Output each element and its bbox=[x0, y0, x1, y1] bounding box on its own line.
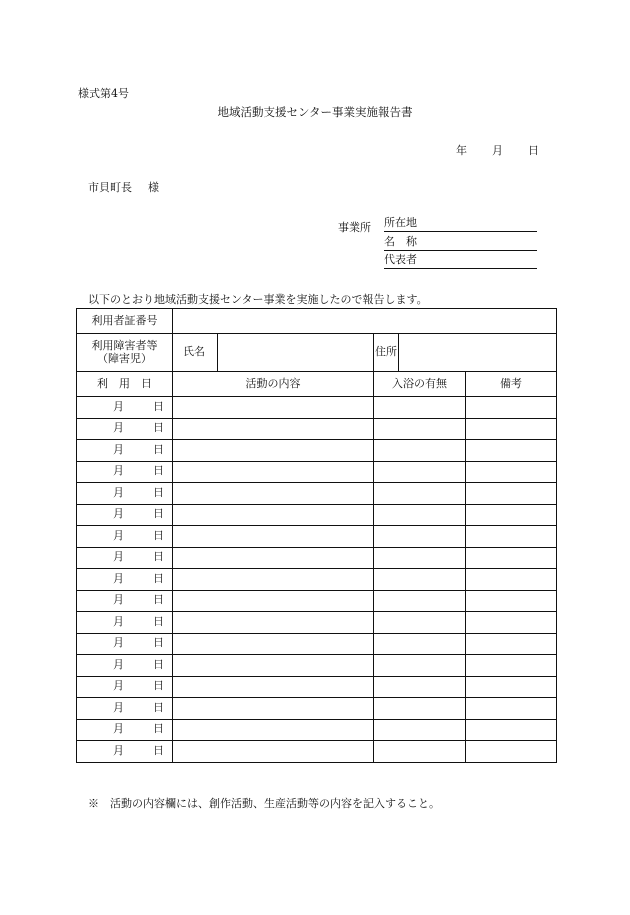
remarks-cell[interactable] bbox=[466, 633, 557, 655]
day-label: 日 bbox=[153, 464, 164, 478]
bathing-cell[interactable] bbox=[374, 698, 466, 720]
remarks-cell[interactable] bbox=[466, 569, 557, 591]
activity-cell[interactable] bbox=[173, 397, 374, 419]
remarks-cell[interactable] bbox=[466, 483, 557, 505]
table-row bbox=[77, 547, 557, 569]
use-date-cell[interactable] bbox=[77, 719, 173, 741]
activity-cell[interactable] bbox=[173, 590, 374, 612]
document-title: 地域活動支援センター事業実施報告書 bbox=[217, 105, 413, 119]
remarks-cell[interactable] bbox=[466, 590, 557, 612]
day-label: 日 bbox=[153, 399, 164, 413]
activity-cell[interactable] bbox=[173, 569, 374, 591]
remarks-cell[interactable] bbox=[466, 741, 557, 763]
activity-cell[interactable] bbox=[173, 461, 374, 483]
month-label: 月 bbox=[113, 657, 124, 671]
activity-cell[interactable] bbox=[173, 483, 374, 505]
use-date-cell[interactable] bbox=[77, 655, 173, 677]
table-row bbox=[77, 526, 557, 548]
bathing-cell[interactable] bbox=[374, 547, 466, 569]
use-date-cell[interactable] bbox=[77, 612, 173, 634]
bathing-cell[interactable] bbox=[374, 633, 466, 655]
remarks-cell[interactable] bbox=[466, 676, 557, 698]
remarks-cell[interactable] bbox=[466, 418, 557, 440]
office-representative-label: 代表者 bbox=[384, 253, 417, 266]
activity-cell[interactable] bbox=[173, 440, 374, 462]
use-date-cell[interactable] bbox=[77, 526, 173, 548]
remarks-cell[interactable] bbox=[466, 547, 557, 569]
activity-cell[interactable] bbox=[173, 741, 374, 763]
user-label-line2: （障害児） bbox=[97, 351, 152, 365]
month-label: 月 bbox=[113, 679, 124, 693]
use-date-cell[interactable] bbox=[77, 633, 173, 655]
bathing-cell[interactable] bbox=[374, 504, 466, 526]
day-label: 日 bbox=[153, 550, 164, 564]
month-label: 月 bbox=[113, 485, 124, 499]
month-label: 月 bbox=[113, 399, 124, 413]
month-label: 月 bbox=[113, 700, 124, 714]
remarks-cell[interactable] bbox=[466, 719, 557, 741]
day-label: 日 bbox=[153, 657, 164, 671]
column-header-activity: 活動の内容 bbox=[173, 372, 374, 397]
month-label: 月 bbox=[113, 550, 124, 564]
day-label: 日 bbox=[153, 679, 164, 693]
remarks-cell[interactable] bbox=[466, 526, 557, 548]
remarks-cell[interactable] bbox=[466, 504, 557, 526]
date-line bbox=[0, 142, 630, 156]
bathing-cell[interactable] bbox=[374, 397, 466, 419]
activity-cell[interactable] bbox=[173, 655, 374, 677]
bathing-cell[interactable] bbox=[374, 719, 466, 741]
month-label: 月 bbox=[113, 593, 124, 607]
activity-cell[interactable] bbox=[173, 633, 374, 655]
month-label: 月 bbox=[113, 507, 124, 521]
table-row bbox=[77, 676, 557, 698]
table-row bbox=[77, 440, 557, 462]
remarks-cell[interactable] bbox=[466, 397, 557, 419]
day-label: 日 bbox=[153, 593, 164, 607]
table-row bbox=[77, 397, 557, 419]
use-date-cell[interactable] bbox=[77, 461, 173, 483]
date-day-label: 日 bbox=[528, 144, 539, 157]
day-label: 日 bbox=[153, 700, 164, 714]
user-address-cell[interactable] bbox=[399, 334, 557, 372]
activity-cell[interactable] bbox=[173, 719, 374, 741]
day-label: 日 bbox=[153, 722, 164, 736]
day-label: 日 bbox=[153, 507, 164, 521]
form-number: 様式第4号 bbox=[78, 87, 129, 100]
month-label: 月 bbox=[113, 571, 124, 585]
month-label: 月 bbox=[113, 442, 124, 456]
bathing-cell[interactable] bbox=[374, 461, 466, 483]
remarks-cell[interactable] bbox=[466, 440, 557, 462]
table-row bbox=[77, 590, 557, 612]
bathing-cell[interactable] bbox=[374, 590, 466, 612]
user-id-label: 利用者証番号 bbox=[77, 309, 173, 334]
day-label: 日 bbox=[153, 442, 164, 456]
user-label bbox=[77, 334, 173, 372]
month-label: 月 bbox=[113, 464, 124, 478]
table-row bbox=[77, 418, 557, 440]
day-label: 日 bbox=[153, 743, 164, 757]
bathing-cell[interactable] bbox=[374, 440, 466, 462]
footnote: ※ 活動の内容欄には、創作活動、生産活動等の内容を記入すること。 bbox=[88, 797, 440, 810]
remarks-cell[interactable] bbox=[466, 612, 557, 634]
table-row bbox=[77, 698, 557, 720]
activity-cell[interactable] bbox=[173, 547, 374, 569]
table-body bbox=[77, 397, 557, 763]
table-row bbox=[77, 741, 557, 763]
bathing-cell[interactable] bbox=[374, 676, 466, 698]
month-label: 月 bbox=[113, 614, 124, 628]
month-label: 月 bbox=[113, 636, 124, 650]
day-label: 日 bbox=[153, 571, 164, 585]
bathing-cell[interactable] bbox=[374, 483, 466, 505]
addressee bbox=[88, 179, 159, 195]
month-label: 月 bbox=[113, 421, 124, 435]
table-row bbox=[77, 633, 557, 655]
day-label: 日 bbox=[153, 528, 164, 542]
activity-cell[interactable] bbox=[173, 504, 374, 526]
office-representative-field[interactable] bbox=[384, 253, 537, 269]
month-label: 月 bbox=[113, 743, 124, 757]
activity-cell[interactable] bbox=[173, 676, 374, 698]
activity-cell[interactable] bbox=[173, 418, 374, 440]
month-label: 月 bbox=[113, 722, 124, 736]
activity-cell[interactable] bbox=[173, 612, 374, 634]
activity-cell[interactable] bbox=[173, 698, 374, 720]
table-row bbox=[77, 569, 557, 591]
office-name-field[interactable] bbox=[384, 235, 537, 251]
day-label: 日 bbox=[153, 614, 164, 628]
day-label: 日 bbox=[153, 636, 164, 650]
column-header-use-date: 利 用 日 bbox=[77, 372, 173, 397]
bathing-cell[interactable] bbox=[374, 655, 466, 677]
report-table bbox=[76, 308, 557, 763]
office-name-label: 名 称 bbox=[384, 235, 417, 248]
remarks-cell[interactable] bbox=[466, 461, 557, 483]
use-date-cell[interactable] bbox=[77, 483, 173, 505]
use-date-cell[interactable] bbox=[77, 569, 173, 591]
table-row bbox=[77, 655, 557, 677]
table-row bbox=[77, 612, 557, 634]
bathing-cell[interactable] bbox=[374, 612, 466, 634]
day-label: 日 bbox=[153, 485, 164, 499]
date-month-label: 月 bbox=[492, 144, 503, 157]
use-date-cell[interactable] bbox=[77, 698, 173, 720]
use-date-cell[interactable] bbox=[77, 504, 173, 526]
bathing-cell[interactable] bbox=[374, 741, 466, 763]
month-label: 月 bbox=[113, 528, 124, 542]
bathing-cell[interactable] bbox=[374, 526, 466, 548]
table-row bbox=[77, 483, 557, 505]
column-header-remarks: 備考 bbox=[466, 372, 557, 397]
user-name-cell[interactable] bbox=[218, 334, 374, 372]
day-label: 日 bbox=[153, 421, 164, 435]
intro-text: 以下のとおり地域活動支援センター事業を実施したので報告します。 bbox=[88, 293, 428, 306]
bathing-cell[interactable] bbox=[374, 569, 466, 591]
bathing-cell[interactable] bbox=[374, 418, 466, 440]
use-date-cell[interactable] bbox=[77, 676, 173, 698]
use-date-cell[interactable] bbox=[77, 397, 173, 419]
remarks-cell[interactable] bbox=[466, 655, 557, 677]
addressee-name: 市貝町長 bbox=[88, 181, 132, 194]
user-address-label: 住所 bbox=[374, 334, 399, 372]
user-name-label: 氏名 bbox=[173, 334, 218, 372]
office-address-label: 所在地 bbox=[384, 216, 417, 229]
use-date-cell[interactable] bbox=[77, 547, 173, 569]
office-label: 事業所 bbox=[338, 221, 371, 234]
table-row bbox=[77, 504, 557, 526]
table-row bbox=[77, 461, 557, 483]
office-address-field[interactable] bbox=[384, 216, 537, 232]
remarks-cell[interactable] bbox=[466, 698, 557, 720]
addressee-honorific: 様 bbox=[148, 181, 159, 194]
column-header-bathing: 入浴の有無 bbox=[374, 372, 466, 397]
user-label-line1: 利用障害者等 bbox=[91, 338, 158, 352]
use-date-cell[interactable] bbox=[77, 741, 173, 763]
user-id-cell[interactable] bbox=[173, 309, 557, 334]
activity-cell[interactable] bbox=[173, 526, 374, 548]
use-date-cell[interactable] bbox=[77, 590, 173, 612]
date-year-label: 年 bbox=[456, 144, 467, 157]
table-row bbox=[77, 719, 557, 741]
use-date-cell[interactable] bbox=[77, 418, 173, 440]
use-date-cell[interactable] bbox=[77, 440, 173, 462]
